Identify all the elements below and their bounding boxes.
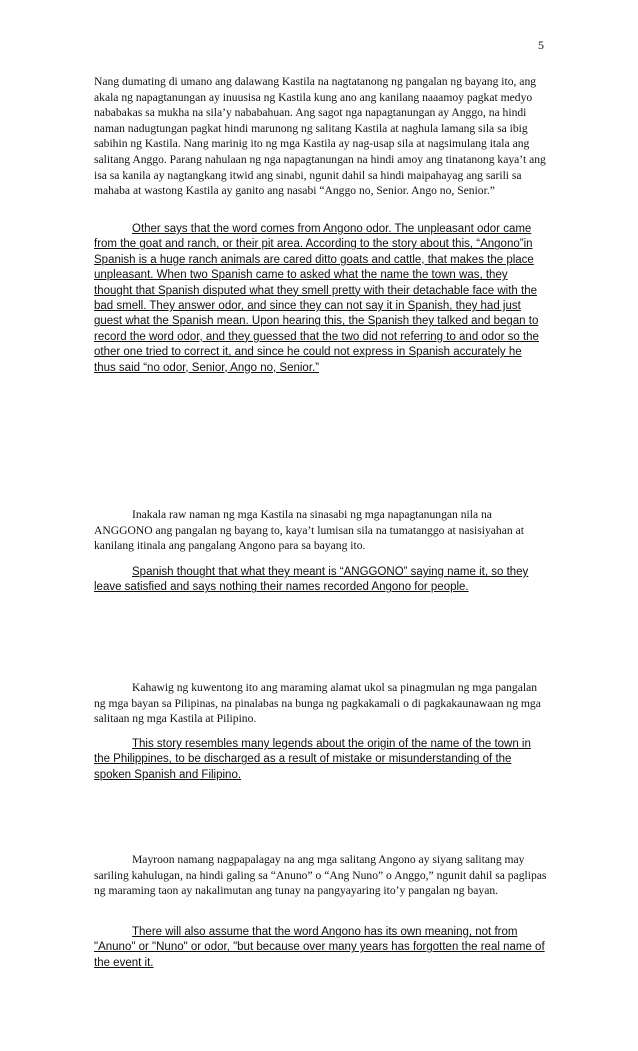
english-paragraph-4: There will also assume that the word Angono has its own meaning, not from "Anuno" or "Nuno" or odor, "but because over many years has forgotten the real name of the event it. <box>94 926 545 969</box>
english-paragraph-3: This story resembles many legends about the origin of the name of the town in the Philippines, to be discharged as a result of mistake or misunderstanding of the spoken Spanish and Filipino. <box>94 738 531 781</box>
english-paragraph-1: Other says that the word comes from Angono odor. The unpleasant odor came from the goat and ranch, or their pit area. According to the story about this, “Angono”in Spanish is a huge ranch animals are cared ditto goats and cattle, that makes the place unpleasant. When two Spanish came to asked what the name the town was, they thought that Spanish disputed what they smell pretty with their detachable face with the bad smell. They answer odor, and since they can not say it in Spanish, they had just guest what the Spanish mean. Upon hearing this, the Spanish they talked and began to record the word odor, and they guessed that the two did not referring to and odor so the other one tried to correct it, and since he could not express in Spanish accurately he thus said “no odor, Senior, Ango no, Senior.” <box>94 223 539 374</box>
page-number: 5 <box>538 38 544 52</box>
tagalog-paragraph-4: Mayroon namang nagpapalagay na ang mga salitang Angono ay siyang salitang may sariling kahulugan, na hindi galing sa “Anuno” o “Ang Nuno” o Anggo,” ngunit dahil sa paglipas ng maraming taon ay nakalimutan ang tunay na pangyayaring ito’y pangalan ng bayan. <box>94 853 547 898</box>
tagalog-paragraph-3: Kahawig ng kuwentong ito ang maraming alamat ukol sa pinagmulan ng mga pangalan ng mga bayan sa Pilipinas, na pinalabas na bunga ng pagkakamali o di pagkakaunawaan ng mga salitaan ng mga Kastila at Pilipino. <box>94 681 541 726</box>
tagalog-paragraph-1: Nang dumating di umano ang dalawang Kastila na nagtatanong ng pangalan ng bayang ito, ang akala ng napagtanungan ay inuusisa ng Kastila kung ano ang kanilang naaamoy pagkat medyo nababakas sa mukha na sila’y nababahuan. Ang sagot nga napagtanungan ay Anggo, na hindi naman nadugtungan pagkat hindi marunong ng salitang Kastila at naghula lamang sila sa ibig sabihin ng Kastila. Nang marinig ito ng mga Kastila ay nag-usap sila at nagsimulang itala ang salitang Anggo. Parang nahulaan ng nga napagtanungan na hindi amoy ang tinatanong kaya’t ang isa sa kanila ay nagtangkang itwid ang sinabi, ngunit dahil sa hindi maipahayag ang sarili sa mahaba at wastong Kastila ay ganito ang nasabi “Anggo no, Senior. Ango no, Senior.” <box>94 75 546 198</box>
tagalog-paragraph-2: Inakala raw naman ng mga Kastila na sinasabi ng mga napagtanungan nila na ANGGONO ang pangalan ng bayang to, kaya’t lumisan sila na tumatanggo at nasisiyahan at kanilang itinala ang pangalang Angono para sa bayang ito. <box>94 508 524 553</box>
english-paragraph-2: Spanish thought that what they meant is “ANGGONO” saying name it, so they leave satisfied and says nothing their names recorded Angono for people. <box>94 566 529 594</box>
